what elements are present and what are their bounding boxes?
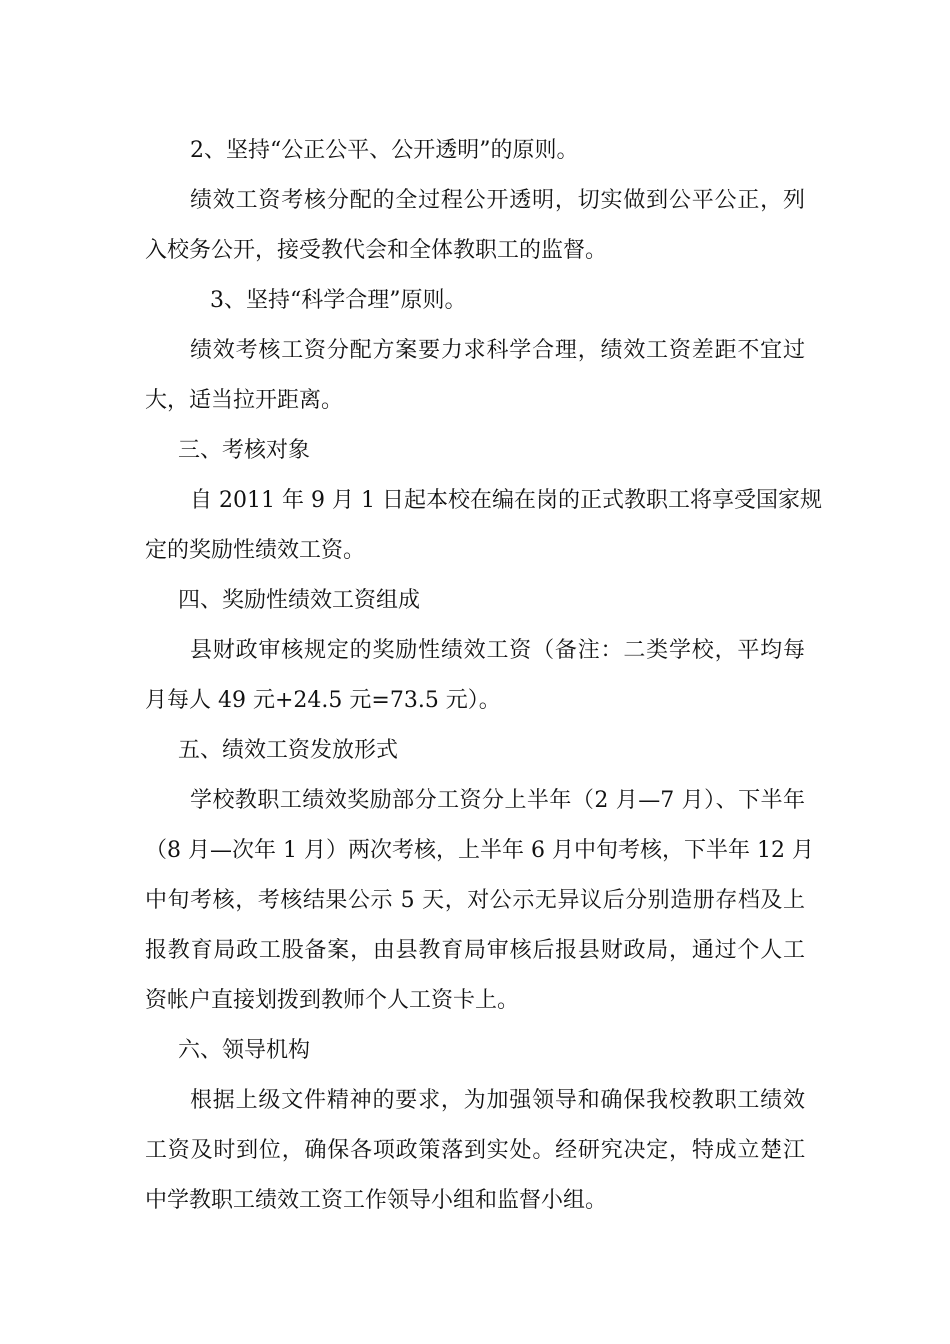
paragraph-line: 大，适当拉开距离。: [145, 388, 344, 413]
paragraph-line: 绩效工资考核分配的全过程公开透明，切实做到公平公正，列: [190, 188, 805, 213]
paragraph-line: 学校教职工绩效奖励部分工资分上半年（2 月—7 月）、下半年: [190, 788, 805, 813]
paragraph-line: 月每人 49 元+24.5 元=73.5 元）。: [145, 688, 501, 713]
principle-2-heading: 2、坚持“公正公平、公开透明”的原则。: [190, 138, 579, 163]
paragraph-line: 定的奖励性绩效工资。: [145, 538, 366, 563]
paragraph-line: 根据上级文件精神的要求，为加强领导和确保我校教职工绩效: [190, 1088, 805, 1113]
paragraph-line: 资帐户直接划拨到教师个人工资卡上。: [145, 988, 520, 1013]
section-heading: 四、奖励性绩效工资组成: [178, 588, 421, 613]
paragraph-line: 中学教职工绩效工资工作领导小组和监督小组。: [145, 1188, 608, 1213]
section-heading: 六、领导机构: [178, 1038, 311, 1063]
paragraph-line: 中旬考核，考核结果公示 5 天，对公示无异议后分别造册存档及上: [145, 888, 805, 913]
paragraph-line: （8 月—次年 1 月）两次考核，上半年 6 月中旬考核，下半年 12 月: [145, 838, 814, 863]
paragraph-line: 工资及时到位，确保各项政策落到实处。经研究决定，特成立楚江: [145, 1138, 805, 1163]
paragraph-line: 县财政审核规定的奖励性绩效工资（备注：二类学校，平均每: [190, 638, 805, 663]
paragraph-line: 绩效考核工资分配方案要力求科学合理，绩效工资差距不宜过: [190, 338, 805, 363]
paragraph-line: 自 2011 年 9 月 1 日起本校在编在岗的正式教职工将享受国家规: [190, 488, 822, 513]
paragraph-line: 入校务公开，接受教代会和全体教职工的监督。: [145, 238, 608, 263]
principle-3-heading: 3、坚持“科学合理”原则。: [210, 288, 467, 313]
paragraph-line: 报教育局政工股备案，由县教育局审核后报县财政局，通过个人工: [145, 938, 805, 963]
section-heading: 三、考核对象: [178, 438, 311, 463]
section-heading: 五、绩效工资发放形式: [178, 738, 399, 763]
